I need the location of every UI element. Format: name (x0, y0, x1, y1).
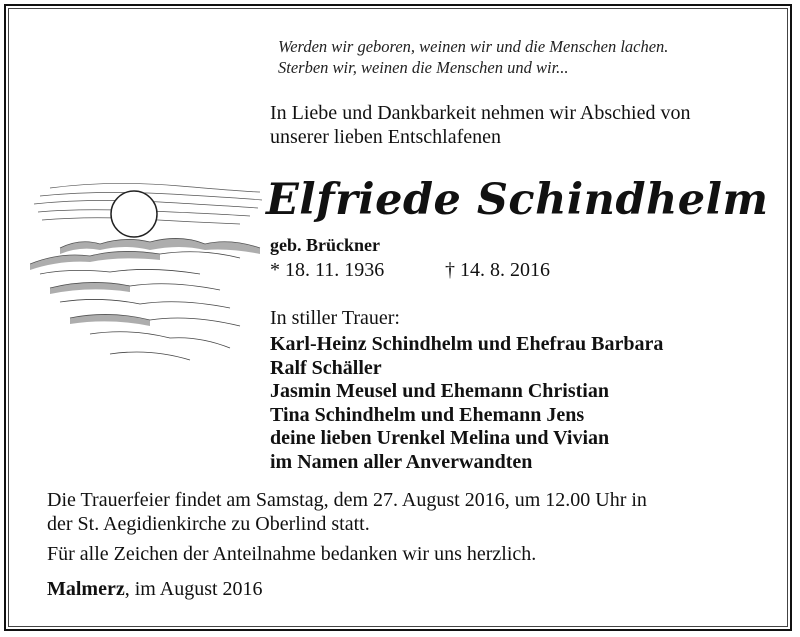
funeral-line-2: der St. Aegidienkirche zu Oberlind statt. (47, 512, 370, 535)
mourner-line: Karl-Heinz Schindhelm und Ehefrau Barbara (270, 333, 664, 355)
poem-quote (278, 36, 668, 78)
death-date: † 14. 8. 2016 (445, 259, 550, 281)
mourner-line: Ralf Schäller (270, 356, 382, 379)
closing-place: Malmerz (47, 578, 125, 600)
thanks-text: Für alle Zeichen der Anteilnahme bedanken wir uns herzlich. (47, 543, 537, 565)
funeral-line-1: Die Trauerfeier findet am Samstag, dem 27. August 2016, um 12.00 Uhr in (47, 489, 647, 511)
mourners-list (270, 333, 663, 474)
closing-date: , im August 2016 (124, 578, 263, 600)
life-dates (270, 258, 550, 282)
intro-text (270, 101, 690, 149)
mourner-line: im Namen aller Anverwandten (270, 450, 533, 473)
deceased-name: Elfriede Schindhelm (266, 175, 769, 225)
intro-line-1: In Liebe und Dankbarkeit nehmen wir Abschied von (270, 102, 691, 124)
mourner-line: Jasmin Meusel und Ehemann Christian (270, 380, 609, 402)
mourner-line: deine lieben Urenkel Melina und Vivian (270, 427, 610, 449)
sunset-landscape-illustration (30, 178, 266, 370)
intro-line-2: unserer lieben Entschlafenen (270, 126, 502, 148)
mourning-label: In stiller Trauer: (270, 307, 400, 329)
mourner-line: Tina Schindhelm und Ehemann Jens (270, 403, 585, 426)
funeral-notice (47, 489, 767, 536)
birth-date: * 18. 11. 1936 (270, 259, 385, 281)
poem-line-2: Sterben wir, weinen die Menschen und wir... (278, 58, 569, 77)
poem-line-1: Werden wir geboren, weinen wir und die Menschen lachen. (278, 37, 669, 56)
maiden-name: geb. Brückner (270, 235, 380, 255)
closing-line (47, 578, 767, 602)
